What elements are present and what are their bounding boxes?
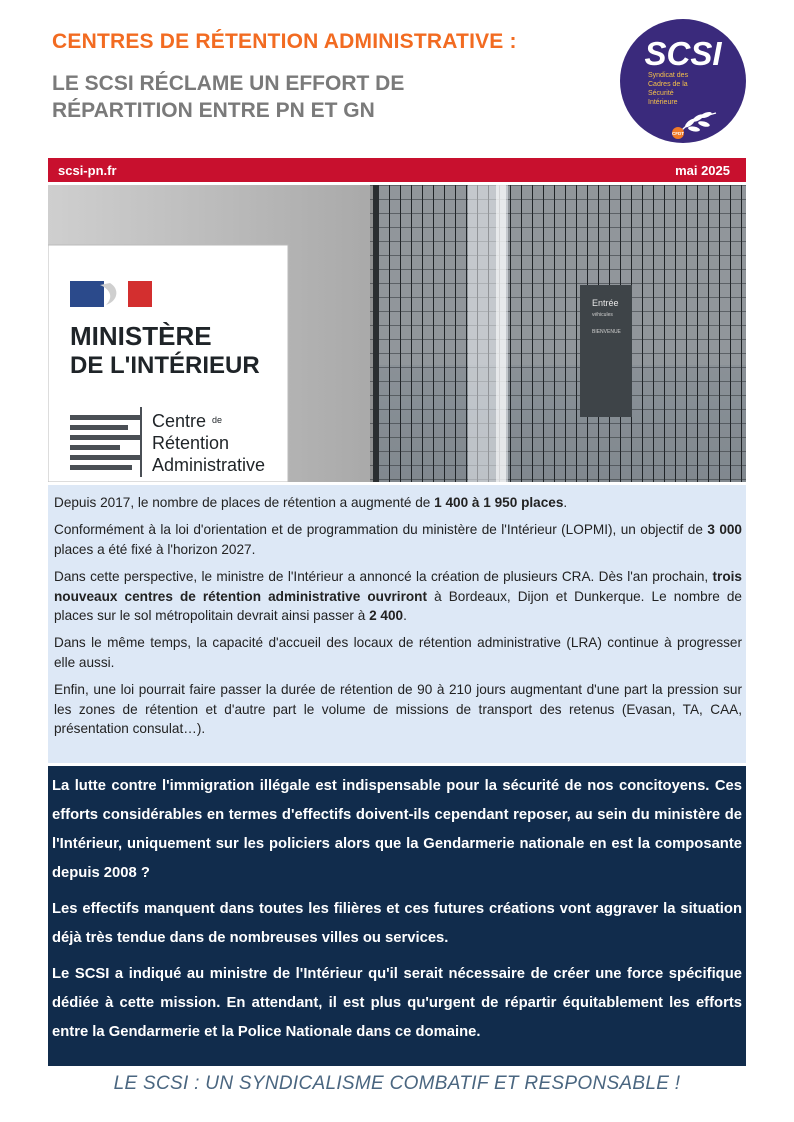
footer-slogan: LE SCSI : UN SYNDICALISME COMBATIF ET RESPONSABLE ! [113, 1073, 681, 1094]
fact-paragraph-2: Conformément à la loi d'orientation et de programmation du ministère de l'Intérieur (LOPMI), un objectif de 3 000 places a été fixé à l'horizon 2027. [54, 522, 742, 557]
fact-paragraph-4: Dans le même temps, la capacité d'accueil des locaux de rétention administrative (LRA) continue à progresser elle aussi. [54, 635, 742, 670]
logo-tagline-3: Sécurité [648, 90, 674, 97]
page-subtitle [52, 70, 572, 124]
logo-acronym: SCSI [644, 35, 722, 72]
sign-ministry-line2: DE L'INTÉRIEUR [70, 352, 260, 379]
fact-paragraph-5: Enfin, une loi pourrait faire passer la durée de rétention de 90 à 210 jours augmentant d'une part la pression sur les zones de rétention et d'autre part le volume de missions de transport des retenus (Evasan, TA, CAA, présentation consulat…). [54, 682, 742, 737]
gate-sign-sub: véhicules [592, 312, 613, 318]
sign-ministry-line1: MINISTÈRE [70, 321, 212, 351]
page-title: CENTRES DE RÉTENTION ADMINISTRATIVE : [52, 30, 517, 53]
statement-paragraph-3: Le SCSI a indiqué au ministre de l'Intérieur qu'il serait nécessaire de créer une force spécifique dédiée à cette mission. En attendant, il est plus qu'urgent de répartir équitablement les efforts entre la Gendarmerie et la Police Nationale dans ce domaine. [52, 966, 742, 1040]
issue-date: mai 2025 [675, 162, 730, 178]
logo-tagline-4: Intérieure [648, 99, 678, 106]
logo-tagline-1: Syndicat des [648, 72, 689, 79]
subtitle-line-2: RÉPARTITION ENTRE PN ET GN [52, 99, 375, 122]
statement-paragraph-1: La lutte contre l'immigration illégale est indispensable pour la sécurité de nos concitoyens. Ces efforts considérables en termes d'effectifs doivent-ils cependant reposer, au sein du ministère de l'Intérieur, uniquement sur les policiers alors que la Gendarmerie nationale en est la composante depuis 2008 ? [52, 778, 742, 881]
gate-sign-small: BIENVENUE [592, 329, 621, 335]
subtitle-line-1: LE SCSI RÉCLAME UN EFFORT DE [52, 72, 405, 95]
facts-box [48, 485, 746, 763]
fact-paragraph-3: Dans cette perspective, le ministre de l'Intérieur a annoncé la création de plusieurs CRA. Dès l'an prochain, trois nouveaux centres de rétention administrative ouvriront à Bordeaux, Dijon et Dunkerque. Le nombre de places sur le sol métropolitain devrait ainsi passer à 2 400. [54, 569, 742, 624]
logo-tagline-2: Cadres de la [648, 81, 688, 88]
scsi-logo [620, 19, 746, 143]
sign-center-line1: Centre [152, 411, 207, 431]
sign-center-line2: Rétention [152, 433, 230, 453]
header-photo [48, 185, 746, 482]
website-link[interactable]: scsi-pn.fr [58, 162, 117, 178]
fact-paragraph-1: Depuis 2017, le nombre de places de rétention a augmenté de 1 400 à 1 950 places. [54, 495, 568, 510]
gate-sign-title: Entrée [592, 298, 619, 308]
logo-badge: CFDT [672, 131, 684, 136]
sign-center-de: de [212, 415, 223, 425]
statement-paragraph-2: Les effectifs manquent dans toutes les filières et ces futures créations vont aggraver la situation déjà très tendue dans de nombreuses villes ou services. [52, 901, 742, 946]
info-bar [48, 158, 746, 182]
statement-box [48, 766, 746, 1066]
sign-center-line3: Administrative [152, 455, 266, 475]
